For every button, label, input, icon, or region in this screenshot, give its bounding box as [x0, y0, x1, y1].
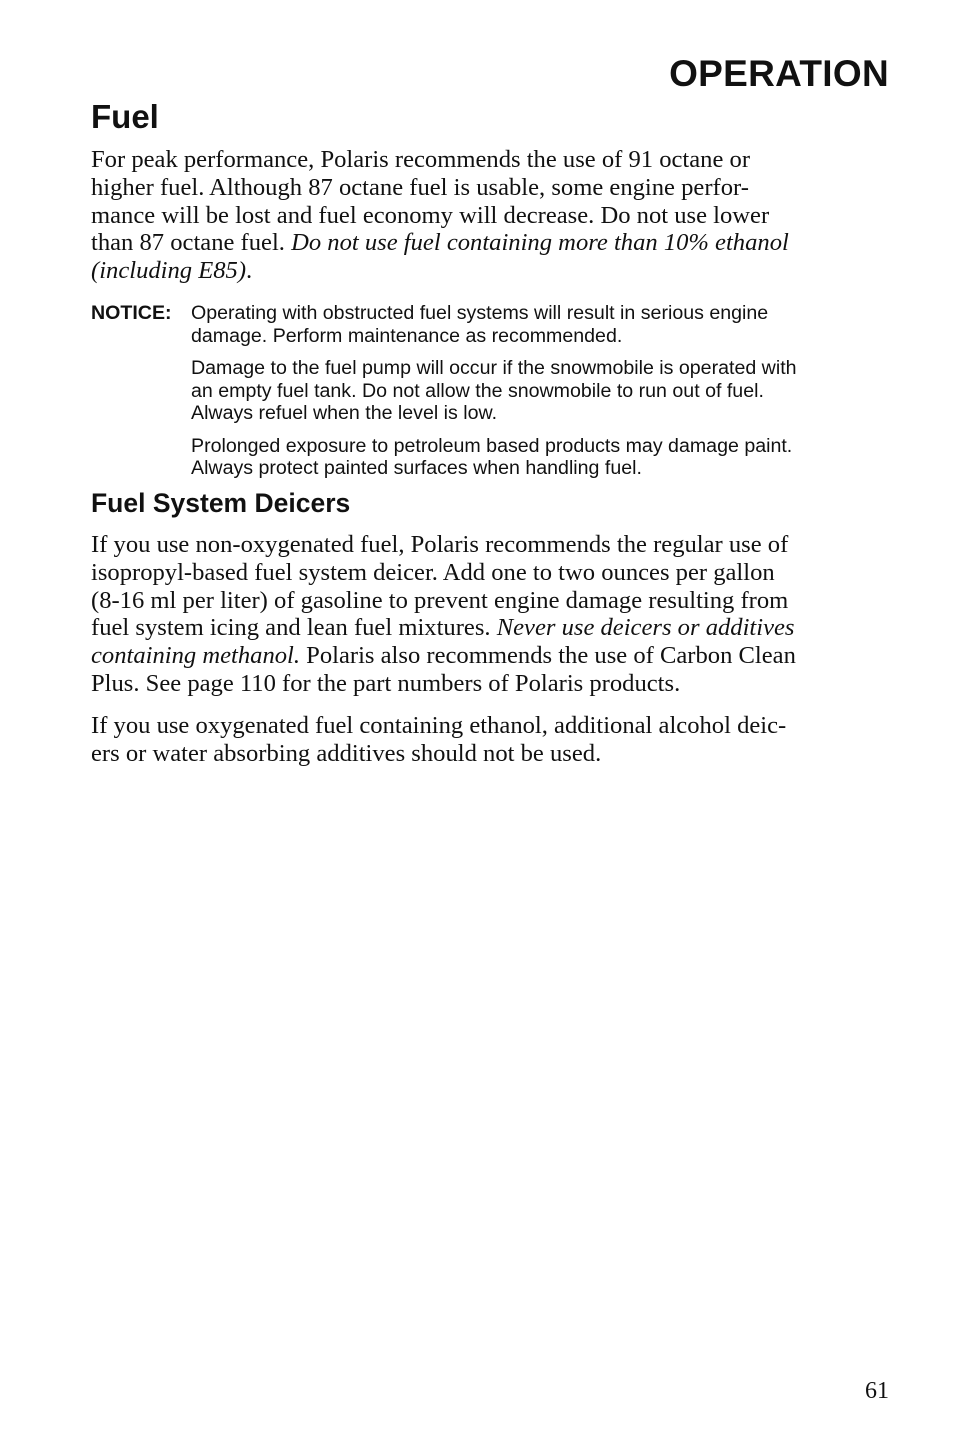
deicers-line: containing methanol. Polaris also recommends the use of Carbon Clean [91, 642, 796, 670]
deicers-line: fuel system icing and lean fuel mixtures. Never use deicers or additives [91, 614, 795, 642]
deicers-paragraph [91, 531, 889, 698]
notice-block [91, 302, 889, 490]
notice-label: NOTICE: [91, 302, 172, 324]
deicers-line: If you use non-oxygenated fuel, Polaris recommends the regular use of [91, 531, 789, 558]
deicers-line: (8-16 ml per liter) of gasoline to prevent engine damage resulting from [91, 586, 789, 614]
fuel-line: higher fuel. Although 87 octane fuel is usable, some engine perfor- [91, 173, 749, 201]
methanol-warning: Never use deicers or additives [496, 614, 795, 642]
methanol-warning: containing methanol. [91, 642, 301, 670]
ethanol-warning: (including E85) [91, 257, 247, 285]
deicers-line: ers or water absorbing additives should not be used. [91, 739, 602, 767]
ethanol-warning: Do not use fuel containing more than 10% ethanol [291, 229, 789, 257]
manual-page [91, 0, 889, 1454]
deicers-line: isopropyl-based fuel system deicer. Add one to two ounces per gallon [91, 558, 775, 586]
fuel-line: than 87 octane fuel. Do not use fuel containing more than 10% ethanol [91, 229, 789, 257]
notice-paragraph: Damage to the fuel pump will occur if the snowmobile is operated with an empty fuel tank. Do not allow the snowmobile to run out of fuel. Always refuel when the level is low. [191, 357, 797, 424]
notice-paragraph: Prolonged exposure to petroleum based products may damage paint. Always protect painted surfaces when handling fuel. [191, 434, 793, 479]
page-number: 61 [865, 1378, 889, 1404]
fuel-paragraph [91, 146, 889, 285]
deicers-line: Plus. See page 110 for the part numbers of Polaris products. [91, 669, 681, 697]
deicers-heading: Fuel System Deicers [91, 488, 351, 518]
fuel-line: (including E85). [91, 257, 253, 285]
section-header: OPERATION [669, 53, 889, 94]
fuel-line: For peak performance, Polaris recommends the use of 91 octane or [91, 146, 751, 173]
notice-paragraph: Operating with obstructed fuel systems will result in serious engine damage. Perform maintenance as recommended. [191, 302, 769, 347]
ethanol-deicer-paragraph [91, 712, 889, 768]
fuel-heading: Fuel [91, 98, 159, 135]
deicers-line: If you use oxygenated fuel containing ethanol, additional alcohol deic- [91, 712, 787, 739]
fuel-line: mance will be lost and fuel economy will decrease. Do not use lower [91, 201, 770, 229]
